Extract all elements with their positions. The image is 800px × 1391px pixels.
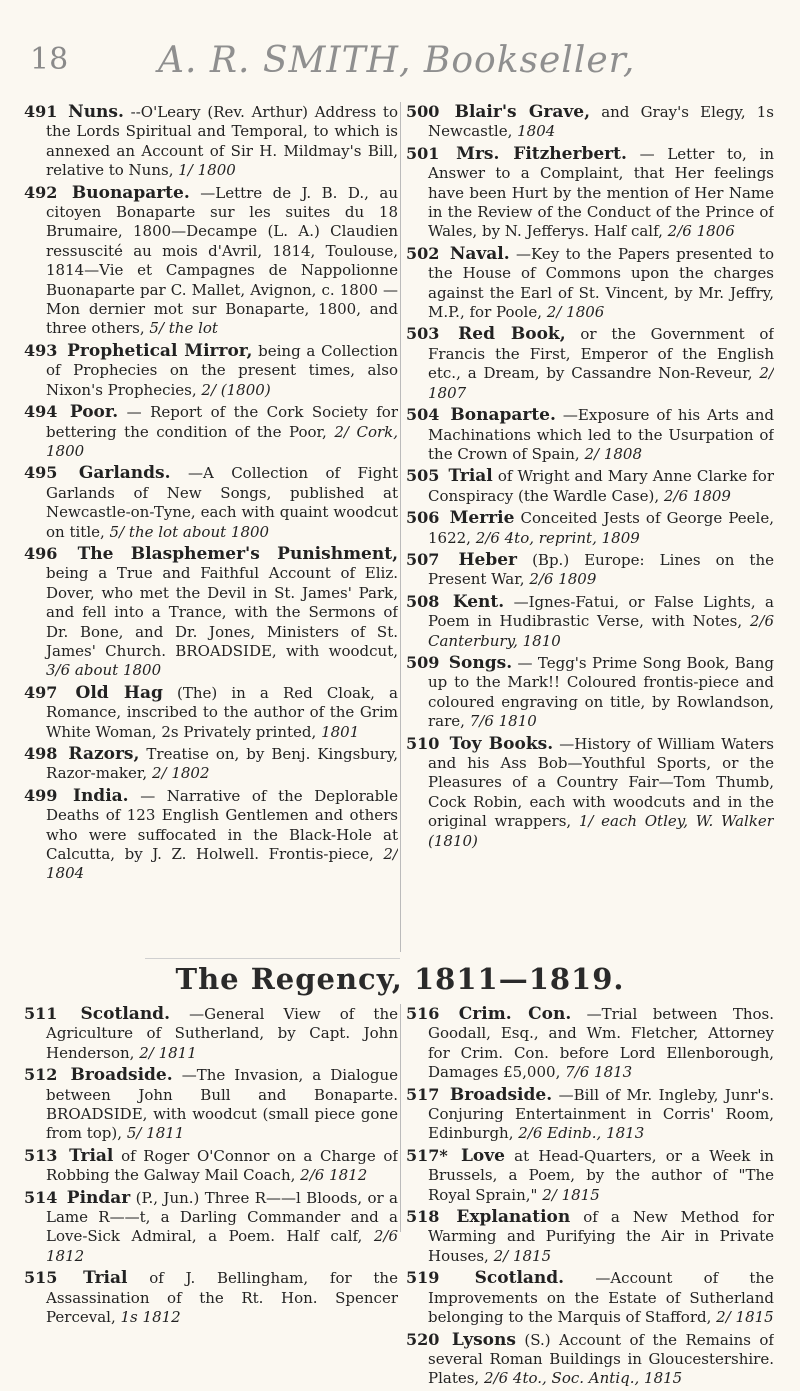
catalogue-entry — [24, 1146, 398, 1186]
entry-price: 2/6 1806 — [667, 222, 735, 241]
entry-title: Blair's Grave, — [454, 102, 591, 122]
entry-price: 1s 1812 — [120, 1308, 181, 1327]
entry-price: 2/ 1804 — [46, 845, 398, 883]
entry-number: 498 — [24, 744, 58, 763]
entry-title: Broadside. — [449, 1084, 553, 1105]
entry-title: Pindar — [66, 1187, 131, 1208]
entry-number: 514 — [24, 1187, 58, 1207]
entry-title: Naval. — [449, 243, 510, 264]
entry-title: Heber — [458, 549, 518, 570]
entry-price: 2/ 1808 — [584, 444, 643, 463]
catalogue-entry — [24, 1188, 398, 1267]
entry-description: —Key to the Papers presented to the House of Commons upon the charges against the Earl of St. Vincent, by Mr. Jeffry, M.P., for Poole, — [428, 244, 774, 322]
entry-description: — Narrative of the Deplorable Deaths of 123 English Gentlemen and others who were suffocated in the Black-Hole at Calcutta, by J. Z. Holwell. Frontis-piece, — [46, 786, 398, 864]
entry-title: Buonaparte. — [71, 182, 190, 203]
entry-number: 500 — [406, 102, 440, 121]
entry-title: Scotland. — [474, 1268, 565, 1289]
entry-price: 5/ 1811 — [126, 1124, 185, 1143]
entry-description: —The Invasion, a Dialogue between John Bull and Bonaparte. BROADSIDE, with woodcut (small piece gone from top), — [46, 1066, 398, 1143]
catalogue-entry — [406, 144, 774, 242]
entry-title: Mrs. Fitzherbert. — [456, 143, 627, 164]
entry-title: Lysons — [451, 1329, 516, 1350]
catalogue-entry — [406, 244, 774, 323]
entry-price: 5/ the lot — [149, 319, 218, 338]
entry-title: Toy Books. — [449, 733, 554, 754]
entry-price: 2/6 1812 — [46, 1227, 398, 1265]
entry-number: 499 — [24, 785, 58, 805]
entry-price: 1/ 1800 — [178, 161, 236, 180]
catalogue-entry — [24, 683, 398, 742]
catalogue-entry — [406, 1268, 774, 1327]
entry-number: 494 — [24, 402, 58, 422]
entry-description: of Roger O'Connor on a Charge of Robbing the Galway Mail Coach, — [46, 1146, 398, 1185]
entry-description: of Wright and Mary Anne Clarke for Conspiracy (the Wardle Case), — [428, 467, 774, 505]
entry-number: 511 — [24, 1004, 58, 1023]
entry-title: Kent. — [452, 591, 505, 612]
entry-title: Explanation — [456, 1207, 571, 1228]
entry-number: 518 — [406, 1207, 440, 1227]
page-number: 18 — [30, 42, 69, 77]
entry-description: or the Government of Francis the First, Emperor of the English etc., a Dream, by Cassandre Non-Reveur, — [428, 325, 774, 383]
entry-number: 502 — [406, 243, 440, 263]
entry-description: at Head-Quarters, or a Week in Brussels, a Poem, by the author of "The Royal Sprain," — [428, 1146, 774, 1204]
section-title: The Regency, 1811—1819. — [175, 962, 625, 996]
entry-price: 1/ each Otley, W. Walker (1810) — [428, 812, 774, 850]
entry-number: 517* — [406, 1145, 448, 1165]
catalogue-entry — [406, 1330, 774, 1389]
entry-price: 2/6 1809 — [529, 570, 597, 589]
entry-description: — Report of the Cork Society for bettering the condition of the Poor, — [46, 403, 398, 441]
catalogue-entry — [24, 1004, 398, 1063]
entry-title: Broadside. — [70, 1065, 173, 1086]
entry-number: 513 — [24, 1145, 58, 1165]
column-top-left — [24, 102, 398, 886]
entry-description: —Trial between Thos. Goodall, Esq., and Wm. Fletcher, Attorney for Crim. Con. before Lord Ellenborough, Damages £5,000, — [428, 1005, 774, 1082]
entry-number: 496 — [24, 543, 58, 563]
column-bottom-right — [406, 1004, 774, 1391]
entry-title: Merrie — [449, 508, 515, 529]
entry-description: —Lettre de J. B. D., au citoyen Bonaparte sur les suites du 18 Brumaire, 1800—Decampe (L. A.) Claudien ressuscité au mois d'Avril, 1814, Toulouse, 1814—Vie et Campagnes de Nappolionne Buonaparte par C. Mallet, Avignon, c. 1800 —Mon dernier mot sur Bonaparte, 1800, and three others, — [46, 183, 398, 338]
entry-price: 2/ Cork, 1800 — [46, 422, 398, 460]
column-divider — [400, 102, 401, 952]
entry-price: 3/6 about 1800 — [46, 661, 162, 680]
entry-description: (Bp.) Europe: Lines on the Present War, — [428, 550, 774, 589]
entry-description: Conceited Jests of George Peele, 1622, — [428, 509, 774, 547]
entry-price: 2/ 1815 — [716, 1308, 774, 1327]
entry-number: 493 — [24, 340, 58, 360]
catalogue-entry — [24, 341, 398, 400]
entry-title: Razors, — [68, 744, 140, 764]
catalogue-entry — [406, 1085, 774, 1144]
entry-number: 517 — [406, 1084, 440, 1104]
entry-price: 2/6 1812 — [300, 1166, 368, 1185]
entry-number: 515 — [24, 1268, 58, 1288]
entry-number: 501 — [406, 143, 440, 163]
entry-title: Songs. — [448, 652, 513, 673]
entry-description: —Exposure of his Arts and Machinations which led to the Usurpation of the Crown of Spain, — [428, 406, 774, 463]
catalogue-entry — [24, 402, 398, 461]
entry-title: Garlands. — [78, 463, 171, 484]
entry-description: —Ignes-Fatui, or False Lights, a Poem in Hudibrastic Verse, with Notes, — [428, 592, 774, 631]
entry-price: 2/ 1807 — [428, 364, 774, 402]
entry-description: —A Collection of Fight Garlands of New Songs, published at Newcastle-on-Tyne, each with quaint woodcut on title, — [46, 464, 398, 541]
catalogue-entry — [24, 183, 398, 339]
catalogue-entry — [406, 1207, 774, 1266]
entry-price: 2/ 1811 — [139, 1043, 197, 1062]
entry-description: —Bill of Mr. Ingleby, Junr's. Conjuring Entertainment in Corris' Room, Edinburgh, — [428, 1085, 774, 1143]
catalogue-entry — [406, 1146, 774, 1205]
entry-title: Bonaparte. — [450, 405, 556, 426]
entry-number: 491 — [24, 102, 58, 121]
entry-description: Treatise on, by Benj. Kingsbury, Razor-maker, — [46, 745, 398, 783]
entry-price: 5/ the lot about 1800 — [109, 522, 270, 541]
entry-price: 2/ (1800) — [201, 380, 271, 399]
entry-title: Old Hag — [75, 682, 163, 703]
catalogue-entry — [406, 734, 774, 851]
entry-description: —Account of the Improvements on the Estate of Sutherland belonging to the Marquis of Stafford, — [428, 1269, 774, 1327]
entry-description: —General View of the Agriculture of Sutherland, by Capt. John Henderson, — [46, 1005, 398, 1062]
catalogue-entry — [406, 653, 774, 732]
entry-title: Crim. Con. — [458, 1004, 572, 1024]
entry-description: and Gray's Elegy, 1s Newcastle, — [428, 103, 774, 141]
entry-price: 2/ 1802 — [151, 764, 210, 783]
entry-title: Trial — [69, 1145, 114, 1166]
entry-title: India. — [73, 785, 129, 806]
catalogue-entry — [406, 1004, 774, 1083]
entry-price: 2/ 1815 — [542, 1185, 600, 1204]
entry-number: 510 — [406, 733, 440, 753]
catalogue-entry — [406, 592, 774, 651]
page-title: A. R. SMITH, Bookseller, — [158, 40, 636, 81]
catalogue-entry — [24, 1065, 398, 1144]
entry-price: 7/6 1813 — [565, 1063, 633, 1082]
column-bottom-left — [24, 1004, 398, 1330]
entry-number: 505 — [406, 466, 440, 486]
entry-price: 1804 — [517, 122, 556, 141]
column-divider — [400, 1004, 401, 1232]
entry-title: Love — [460, 1145, 505, 1166]
catalogue-entry — [406, 508, 774, 548]
entry-price: 2/6 Canterbury, 1810 — [428, 612, 774, 650]
entry-price: 2/6 1809 — [663, 486, 731, 505]
entry-description: of J. Bellingham, for the Assassination of the Rt. Hon. Spencer Perceval, — [46, 1269, 398, 1327]
entry-number: 519 — [406, 1268, 440, 1288]
entry-title: Trial — [448, 466, 493, 487]
catalogue-entry — [406, 324, 774, 403]
catalogue-entry — [406, 550, 774, 590]
entry-price: 7/6 1810 — [469, 712, 537, 731]
entry-price: 2/ 1806 — [546, 303, 605, 322]
entry-number: 508 — [406, 591, 440, 611]
entry-title: Scotland. — [80, 1004, 170, 1024]
entry-price: 1801 — [321, 722, 360, 741]
entry-description: --O'Leary (Rev. Arthur) Address to the Lords Spiritual and Temporal, to which is annexed an Account of Sir H. Mildmay's Bill, relative to Nuns, — [46, 103, 398, 180]
entry-description: — Tegg's Prime Song Book, Bang up to the Mark!! Coloured frontis-piece and coloured engraving on title, by Rowlandson, rare, — [428, 653, 774, 731]
entry-price: 2/6 4to., Soc. Antiq., 1815 — [484, 1369, 683, 1388]
column-top-right — [406, 102, 774, 853]
entry-description: (The) in a Red Cloak, a Romance, inscribed to the author of the Grim White Woman, 2s Privately printed, — [46, 683, 398, 741]
catalogue-entry — [24, 463, 398, 542]
entry-description: of a New Method for Warming and Purifying the Air in Private Houses, — [428, 1208, 774, 1265]
entry-number: 520 — [406, 1329, 440, 1349]
entry-title: Red Book, — [458, 324, 566, 345]
catalogue-entry — [406, 102, 774, 142]
entry-title: The Blasphemer's Punishment, — [77, 543, 398, 564]
entry-number: 503 — [406, 324, 440, 344]
entry-description: being a True and Faithful Account of Eliz. Dover, who met the Devil in St. James' Park, and fell into a Trance, with the Sermons of Dr. Bone, and Dr. Jones, Ministers of St. James' Church. BROADSIDE, with woodcut, — [46, 564, 398, 660]
entry-price: 2/6 Edinb., 1813 — [518, 1124, 645, 1143]
entry-description: — Letter to, in Answer to a Complaint, that Her feelings have been Hurt by the mention of Her Name in the Review of the Conduct of the Prince of Wales, by N. Jefferys. Half calf, — [428, 144, 774, 241]
entry-description: —History of William Waters and his Ass Bob—Youthful Sports, or the Pleasures of a Country Fair—Tom Thumb, Cock Robin, each with woodcuts and in the original wrappers, — [428, 734, 774, 831]
page-header — [0, 42, 800, 92]
catalogue-entry — [24, 1268, 398, 1327]
entry-title: Nuns. — [68, 102, 124, 122]
section-rule — [145, 958, 400, 959]
entry-title: Trial — [83, 1268, 128, 1289]
entry-price: 2/ 1815 — [493, 1246, 552, 1265]
entry-number: 512 — [24, 1065, 58, 1085]
entry-description: being a Collection of Prophecies on the present times, also Nixon's Prophecies, — [46, 341, 398, 399]
catalogue-entry — [24, 102, 398, 181]
entry-number: 495 — [24, 463, 58, 483]
catalogue-entry — [24, 744, 398, 784]
entry-description: (P., Jun.) Three R——l Bloods, or a Lame R——t, a Darling Commander and a Love-Sick Admiral, a Poem. Half calf, — [46, 1188, 398, 1246]
entry-number: 497 — [24, 682, 58, 702]
entry-number: 506 — [406, 508, 440, 528]
catalogue-entry — [406, 405, 774, 464]
catalogue-entry — [406, 466, 774, 506]
entry-number: 509 — [406, 652, 440, 672]
entry-title: Prophetical Mirror, — [67, 340, 253, 361]
entry-title: Poor. — [69, 402, 119, 423]
entry-number: 507 — [406, 549, 440, 569]
entry-description: (S.) Account of the Remains of several Roman Buildings in Gloucestershire. Plates, — [428, 1330, 774, 1388]
entry-number: 504 — [406, 405, 440, 425]
entry-number: 492 — [24, 182, 58, 202]
entry-price: 2/6 4to, reprint, 1809 — [475, 528, 640, 547]
entry-number: 516 — [406, 1004, 440, 1023]
catalogue-entry — [24, 786, 398, 884]
catalogue-entry — [24, 544, 398, 681]
